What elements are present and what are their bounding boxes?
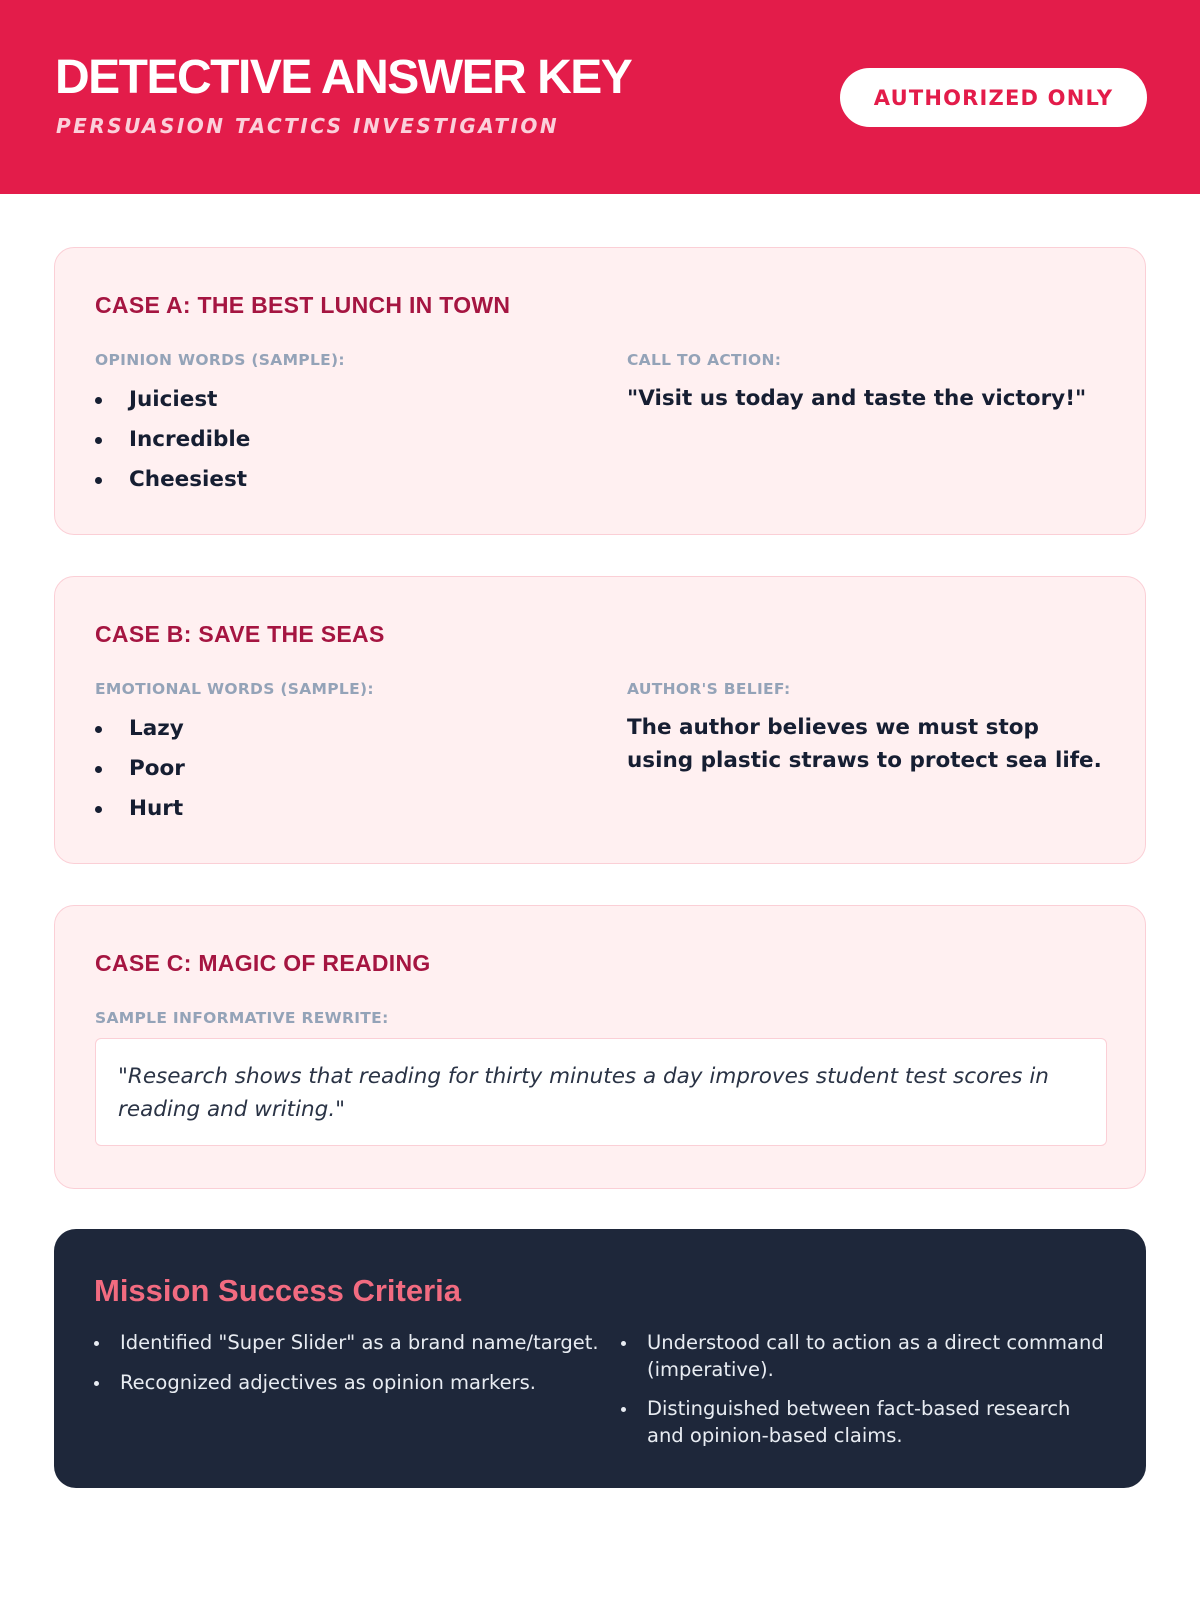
list-item: Poor <box>95 749 185 789</box>
authors-belief-answer: The author believes we must stop using plastic straws to protect sea life. <box>627 715 1102 773</box>
mission-title: Mission Success Criteria <box>94 1273 461 1308</box>
criteria-list-right <box>619 1329 1109 1461</box>
list-item: Identified "Super Slider" as a brand name/target. <box>92 1329 592 1356</box>
case-a-title: CASE A: THE BEST LUNCH IN TOWN <box>95 292 511 318</box>
page-header <box>0 0 1200 194</box>
list-item: Hurt <box>95 789 185 829</box>
case-a-card <box>54 247 1146 535</box>
rewrite-label: SAMPLE INFORMATIVE REWRITE: <box>95 1009 389 1027</box>
list-item: Incredible <box>95 420 250 460</box>
list-item: Understood call to action as a direct command (imperative). <box>619 1329 1109 1383</box>
opinion-words-list <box>95 380 250 500</box>
emotional-words-label: EMOTIONAL WORDS (SAMPLE): <box>95 680 374 698</box>
opinion-words-label: OPINION WORDS (SAMPLE): <box>95 351 345 369</box>
list-item: Lazy <box>95 709 185 749</box>
call-to-action-answer: "Visit us today and taste the victory!" <box>627 386 1087 411</box>
case-c-title: CASE C: MAGIC OF READING <box>95 950 431 976</box>
authorized-badge: AUTHORIZED ONLY <box>840 68 1147 127</box>
page-title: DETECTIVE ANSWER KEY <box>55 51 632 104</box>
authors-belief-label: AUTHOR'S BELIEF: <box>627 680 791 698</box>
call-to-action-label: CALL TO ACTION: <box>627 351 782 369</box>
emotional-words-list <box>95 709 185 829</box>
list-item: Distinguished between fact-based research and opinion-based claims. <box>619 1395 1109 1449</box>
mission-criteria-panel <box>54 1229 1146 1488</box>
case-b-title: CASE B: SAVE THE SEAS <box>95 621 385 647</box>
list-item: Recognized adjectives as opinion markers. <box>92 1369 592 1396</box>
criteria-list-left <box>92 1329 599 1409</box>
rewrite-answer-box: "Research shows that reading for thirty minutes a day improves student test scores in reading and writing." <box>95 1038 1107 1146</box>
case-c-card <box>54 905 1146 1189</box>
list-item: Juiciest <box>95 380 250 420</box>
list-item: Cheesiest <box>95 460 250 500</box>
page-subtitle: PERSUASION TACTICS INVESTIGATION <box>56 114 560 138</box>
case-b-card <box>54 576 1146 864</box>
